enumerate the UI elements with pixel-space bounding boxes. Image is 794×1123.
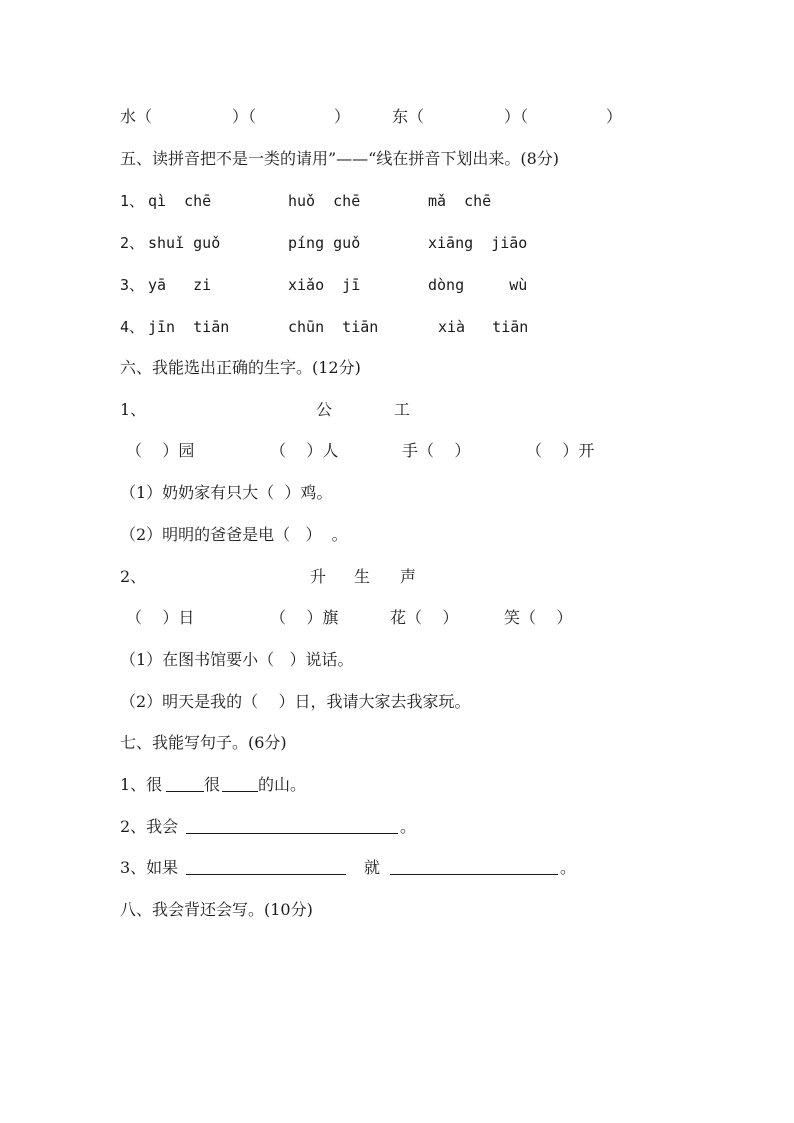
sentence-text: 。 [560,858,577,877]
paren-close: ） [334,107,351,126]
answer-line [186,817,398,834]
pinyin-item: chūn tiān [288,318,379,336]
group-2-sentence-2: （2）明天是我的（ ）日，我请大家去我家玩。 [120,692,471,711]
sentence-text: 就 [364,858,381,877]
pinyin-item: mǎ chē [428,192,492,210]
section-8-title: 八、我会背还会写。(10分) [120,900,313,919]
sentence-text: 。 [400,817,417,836]
sentence-text: 3、如果 [120,858,179,877]
section-5-title: 五、读拼音把不是一类的请用”——“线在拼音下划出来。(8分) [120,149,560,168]
group-1-chars [120,398,411,422]
sentence-text: 2、我会 [120,817,179,836]
sentence-1 [120,773,307,797]
group-2-sentence-1: （1）在图书馆要小（ ）说话。 [120,650,354,669]
section-7-title: 七、我能写句子。(6分) [120,733,287,752]
fill-blank: （ ）旗 [270,608,339,627]
group-2-blanks [120,606,573,630]
pinyin-item: dòng wù [428,276,528,294]
pinyin-item: jīn tiān [148,318,230,336]
sentence-2 [120,815,417,839]
answer-line [166,775,204,792]
fill-blank: （ ）园 [126,441,195,460]
pinyin-item: shuǐ guǒ [148,234,221,252]
paren-close-open: ）（ [232,107,257,126]
fill-blank: （ ）人 [270,441,339,460]
answer-line [390,858,558,875]
group-1-sentence-2: （2）明明的爸爸是电（ ） 。 [120,525,348,544]
fill-blank: 手（ ） [402,441,471,460]
group-1-sentence-1: （1）奶奶家有只大（ ）鸡。 [120,483,333,502]
group-1-blanks [120,439,595,463]
pinyin-row [120,189,492,213]
pinyin-item: qì chē [148,192,212,210]
pinyin-item: huǒ chē [288,192,361,210]
pinyin-row [120,231,528,255]
row-number: 4、 [120,318,145,336]
sentence-text: 的山。 [258,775,307,794]
pinyin-row [120,315,529,339]
choice-char: 公 [316,400,333,419]
paren-close: ） [606,107,623,126]
paren-close-open: ）（ [504,107,529,126]
pinyin-item: xiǎo jī [288,276,361,294]
fill-blank: （ ）开 [526,441,595,460]
sentence-3 [120,856,577,880]
pinyin-item: xià tiān [438,318,529,336]
group-number: 2、 [120,567,147,586]
pinyin-item: xiāng jiāo [428,234,528,252]
row-number: 1、 [120,192,145,210]
water-east-line [120,105,623,129]
fill-blank: 花（ ） [390,608,459,627]
group-2-chars [120,565,417,589]
choice-char: 工 [394,400,411,419]
fill-blank: （ ）日 [126,608,195,627]
east-label: 东（ [392,107,425,126]
answer-line [186,858,346,875]
fill-blank: 笑（ ） [504,608,573,627]
answer-line [222,775,258,792]
sentence-text: 很 [204,775,221,794]
choice-char: 升 [310,567,327,586]
pinyin-item: yā zi [148,276,212,294]
choice-char: 声 [400,567,417,586]
pinyin-row [120,273,528,297]
water-label: 水（ [120,107,153,126]
pinyin-item: píng guǒ [288,234,361,252]
row-number: 2、 [120,234,145,252]
row-number: 3、 [120,276,145,294]
section-6-title: 六、我能选出正确的生字。(12分) [120,358,361,377]
choice-char: 生 [354,567,371,586]
group-number: 1、 [120,400,147,419]
sentence-text: 1、很 [120,775,163,794]
